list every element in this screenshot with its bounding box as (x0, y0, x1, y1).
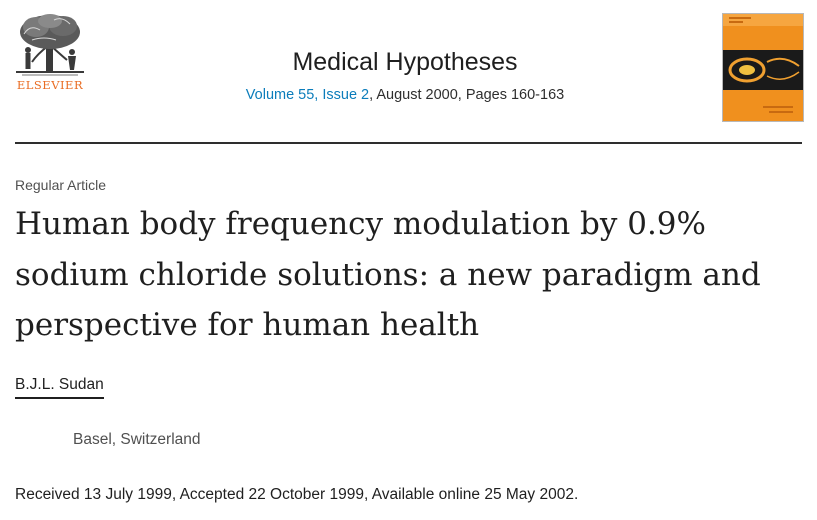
publisher-logo[interactable] (10, 12, 90, 96)
article-history: Received 13 July 1999, Accepted 22 October 1999, Available online 25 May 2002. (15, 486, 579, 503)
author-affiliation: Basel, Switzerland (73, 431, 201, 448)
journal-title-link[interactable]: Medical Hypotheses (292, 48, 518, 76)
citation-line (160, 87, 650, 103)
volume-issue-link[interactable]: Volume 55, Issue 2 (245, 87, 370, 103)
journal-header (0, 0, 817, 142)
elsevier-tree-icon (10, 12, 90, 78)
article-type-label: Regular Article (15, 177, 107, 193)
citation-details: , August 2000, Pages 160-163 (369, 87, 565, 103)
publisher-name: ELSEVIER (16, 78, 84, 92)
header-divider (15, 142, 802, 144)
journal-cover-thumbnail[interactable] (722, 13, 804, 122)
author-link[interactable]: B.J.L. Sudan (15, 376, 104, 399)
journal-info (160, 48, 650, 103)
article-title: Human body frequency modulation by 0.9% sodium chloride solutions: a new paradigm and perspective for human health (15, 206, 761, 343)
